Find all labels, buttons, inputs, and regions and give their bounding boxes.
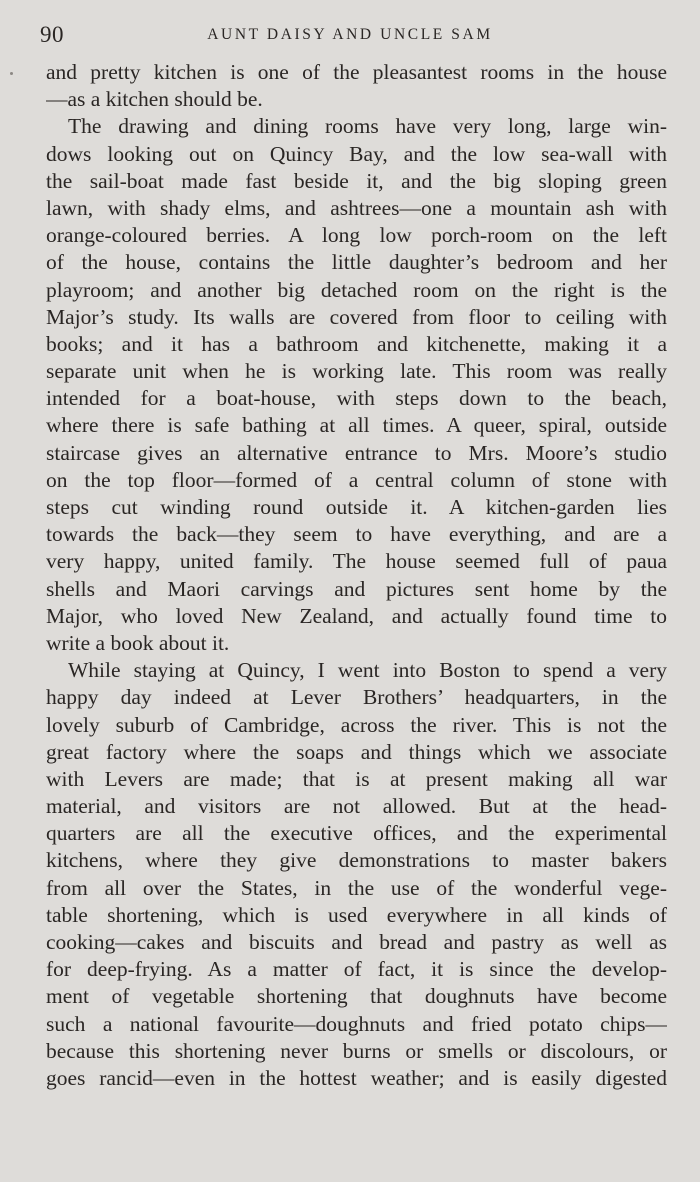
text-line: playroom; and another big detached room on the right is the xyxy=(46,277,667,302)
body-text xyxy=(46,59,667,1092)
page-number: 90 xyxy=(40,22,64,47)
text-line: shells and Maori carvings and pictures sent home by the xyxy=(46,576,667,601)
text-line: kitchens, where they give demonstrations to master bakers xyxy=(46,848,667,873)
paragraph-first-line: While staying at Quincy, I went into Boston to spend a very xyxy=(68,658,667,683)
text-line: great factory where the soaps and things which we associate xyxy=(46,739,667,764)
page-header xyxy=(0,22,700,48)
text-line: write a book about it. xyxy=(46,630,230,655)
text-line: from all over the States, in the use of the wonderful vege- xyxy=(46,875,667,900)
text-line: happy day indeed at Lever Brothers’ headquarters, in the xyxy=(46,685,667,710)
running-head: AUNT DAISY AND UNCLE SAM xyxy=(207,26,493,43)
text-line: ment of vegetable shortening that doughnuts have become xyxy=(46,984,667,1009)
text-line: where there is safe bathing at all times. A queer, spiral, outside xyxy=(46,413,667,438)
text-line: towards the back—they seem to have everything, and are a xyxy=(46,522,667,547)
text-line: with Levers are made; that is at present making all war xyxy=(46,766,667,791)
text-line: separate unit when he is working late. This room was really xyxy=(46,359,667,384)
text-line: orange-coloured berries. A long low porch-room on the left xyxy=(46,223,667,248)
text-line: intended for a boat-house, with steps down to the beach, xyxy=(46,386,667,411)
text-line: and pretty kitchen is one of the pleasantest rooms in the house xyxy=(46,60,667,84)
text-line: for deep-frying. As a matter of fact, it is since the develop- xyxy=(46,957,667,982)
text-line: the sail-boat made fast beside it, and the big sloping green xyxy=(46,168,667,193)
text-line: because this shortening never burns or smells or discolours, or xyxy=(46,1038,667,1063)
text-line: steps cut winding round outside it. A kitchen-garden lies xyxy=(46,495,667,519)
text-line: staircase gives an alternative entrance to Mrs. Moore’s studio xyxy=(46,440,667,465)
text-line: Major’s study. Its walls are covered from floor to ceiling with xyxy=(46,304,667,329)
text-line: very happy, united family. The house seemed full of paua xyxy=(46,549,667,574)
text-line: of the house, contains the little daughter’s bedroom and her xyxy=(46,250,667,275)
text-line: —as a kitchen should be. xyxy=(46,87,263,112)
text-line: Major, who loved New Zealand, and actually found time to xyxy=(46,603,667,628)
text-line: books; and it has a bathroom and kitchenette, making it a xyxy=(46,331,667,356)
text-line: such a national favourite—doughnuts and fried potato chips— xyxy=(46,1011,667,1036)
text-line: lovely suburb of Cambridge, across the river. This is not the xyxy=(46,712,667,737)
text-line: table shortening, which is used everywhere in all kinds of xyxy=(46,902,667,927)
text-line: lawn, with shady elms, and ashtrees—one a mountain ash with xyxy=(46,195,667,220)
text-line: material, and visitors are not allowed. But at the head- xyxy=(46,794,667,819)
margin-speck xyxy=(10,72,13,75)
text-line: dows looking out on Quincy Bay, and the low sea-wall with xyxy=(46,141,667,166)
text-line: goes rancid—even in the hottest weather; and is easily digested xyxy=(46,1065,667,1090)
text-line: on the top floor—formed of a central column of stone with xyxy=(46,467,667,492)
text-line: quarters are all the executive offices, and the experimental xyxy=(46,821,667,846)
text-line: cooking—cakes and biscuits and bread and pastry as well as xyxy=(46,930,667,954)
paragraph-first-line: The drawing and dining rooms have very long, large win- xyxy=(68,114,667,139)
